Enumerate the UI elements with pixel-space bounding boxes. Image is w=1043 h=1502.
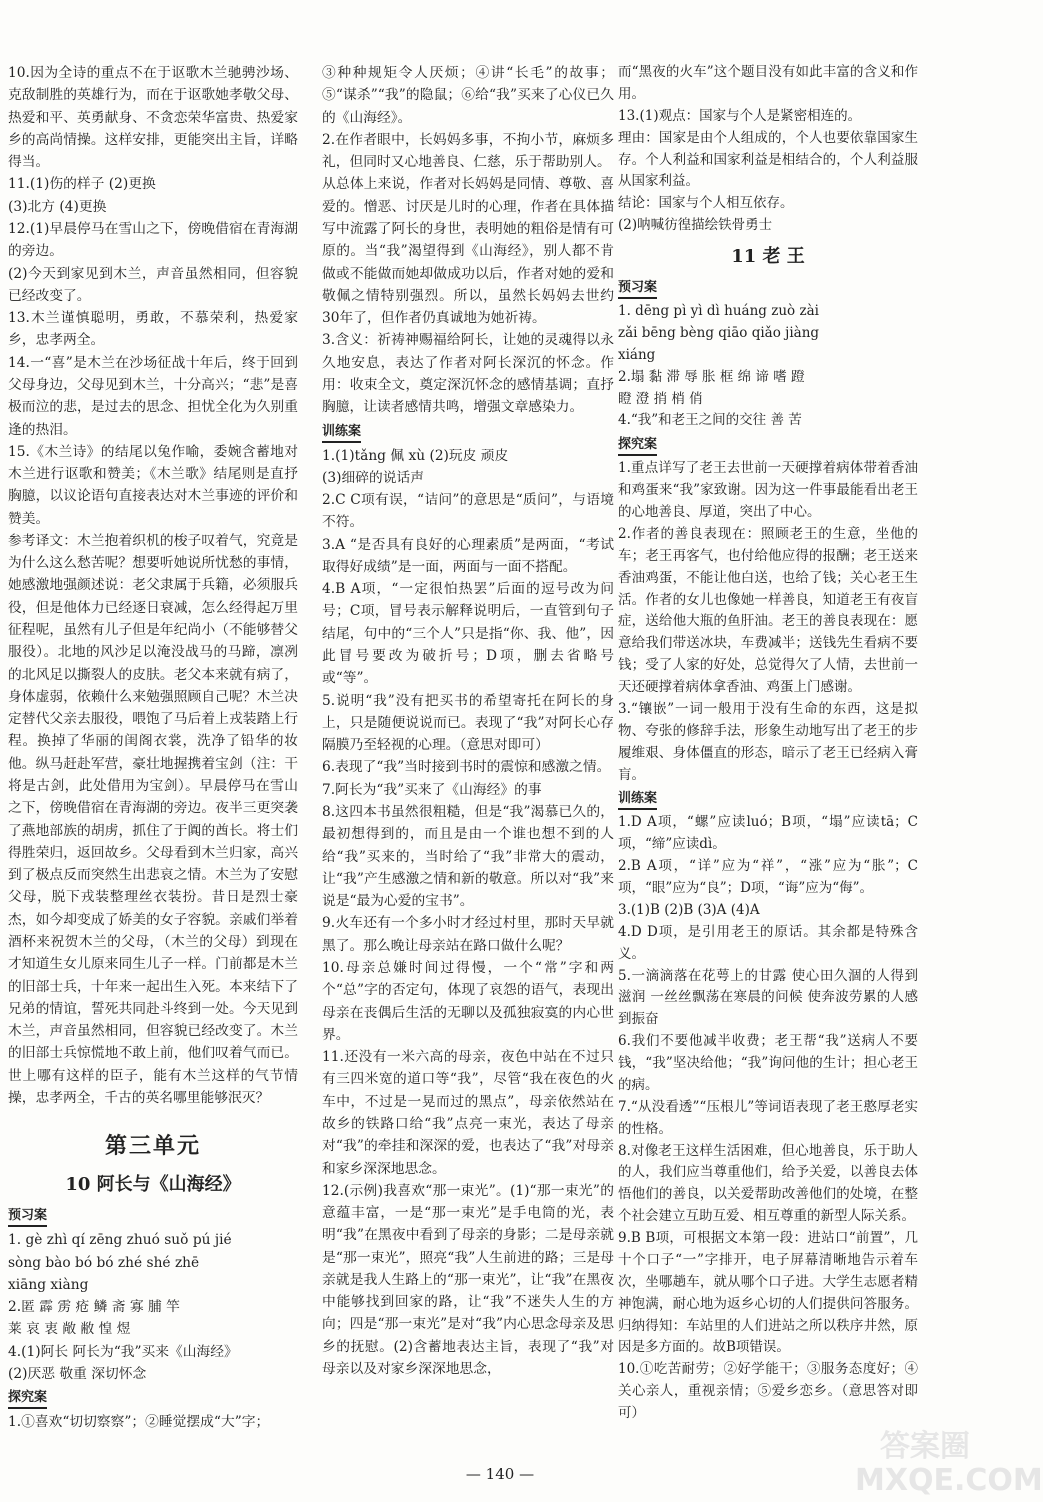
answer-item: 9.火车还有一个多小时才经过村里，那时天早就黑了。那么晚让母亲站在路口做什么呢？	[322, 915, 614, 954]
answer-item: 11.(1)伤的样子 (2)更换 (3)北方 (4)更换	[8, 176, 156, 215]
section-label-wrapper	[618, 432, 918, 458]
answer-item: 7.阿长为“我”买来了《山海经》的事	[322, 781, 542, 798]
column-right	[618, 62, 918, 1425]
answer-item: 4.“我”和老王之间的交往 善 苦	[618, 412, 802, 429]
answer-item: 10.母亲总嫌时间过得慢，一个“常”字和两个“总”字的否定句，体现了哀怨的语气，表现出母亲在丧偶后生活的无聊以及孤独寂寞的内心世界。	[322, 959, 614, 1043]
unit-title: 第三单元	[104, 1133, 201, 1160]
answer-item: 8.对像老王这样生活困难，但心地善良，乐于助人的人，我们应当尊重他们，给予关爱，以善良去体悟他们的善良，以关爱帮助改善他们的处境，在整个社会建立互助互爱、相互尊重的新型人际关系。	[618, 1142, 918, 1225]
answer-item: 5.说明“我”没有把买书的希望寄托在阿长的身上，只是随便说说而已。表现了“我”对阿长心存隔膜乃至轻视的心理。（意思对即可）	[322, 692, 614, 754]
answer-item: 从总体上来说，作者对长妈妈是同情、尊敬、喜爱的。憎恶、讨厌是儿时的心理，作者在具体描写中流露了阿长的身世，表明她的粗俗是情有可原的。当“我”渴望得到《山海经》，别人都不肯做或不能做而她却做成功以后，作者对她的爱和敬佩之情特别强烈。所以，虽然长妈妈去世约30年了，但作者仍真诚地为她祈祷。	[322, 176, 614, 327]
answer-item: 8.这四本书虽然很粗糙，但是“我”渴慕已久的，最初想得到的，而且是由一个谁也想不到的人给“我”买来的，当时给了“我”非常大的震动，让“我”产生感激之情和新的敬意。所以对“我”来说是“最为心爱的宝书”。	[322, 804, 614, 910]
answer-item: 10.①吃苦耐劳；②好学能干；③服务态度好；④关心亲人，重视亲情；⑤爱乡恋乡。（意思答对即可）	[618, 1361, 918, 1421]
answer-item: 4.B A项，“一定很怕热罢”后面的逗号改为问号；C项，冒号表示解释说明后，一直管到句子结尾，句中的“三个人”只是指“你、我、他”，因此冒号要改为破折号；D项，删去省略号或“等”。	[322, 581, 614, 687]
answer-item: 参考译文：木兰抱着织机的梭子叹着气，究竟是为什么这么愁苦呢？想要听她说所忧愁的事情，她感激地强颜述说：老父隶属于兵籍，必须服兵役，但是他体力已经逐日衰减，怎么经得起万里征程呢，虽然有儿子但是年纪尚小（不能够替父服役）。北地的风沙足以淹没战马的马蹄，凛冽的北风足以撕裂人的皮肤。老父本来就有病了，身体虚弱，依赖什么来勉强照顾自己呢？木兰决定替代父亲去服役，喂饱了马后着上戎装踏上行程。换掉了华丽的闺阁衣裳，洗净了铅华的妆他。纵马赶赴军营，豪壮地握携着宝剑（注：干将是古剑，此处借用为宝剑）。早晨停马在雪山之下，傍晚借宿在青海湖的旁边。夜半三更突袭了燕地部族的胡虏，抓住了于阗的酋长。将士们得胜荣归，返回故乡。父母看到木兰归家，高兴到了极点反而突然生出悲哀之情。木兰为了安慰父母，脱下戎装整理丝衣装扮。昔日是烈士豪杰，如今却变成了娇美的女子容貌。亲戚们举着酒杯来祝贺木兰的父母，（木兰的父母）到现在才知道生女儿原来同生儿子一样。门前都是木兰的旧部士兵，十年来一起出生入死。本来结下了兄弟的情谊，誓死共同赴斗终到一处。今天见到木兰，声音虽然相同，但容貌已经改变了。木兰的旧部士兵惊慌地不敢上前，他们叹着气而已。世上哪有这样的臣子，能有木兰这样的气节情操，忠孝两全，千古的英名哪里能够泯灭？	[8, 532, 298, 1106]
answer-item: 9.B B项，可根据文本第一段：进站口“前置”，几十个口子“一”字排开，电子屏幕清晰地告示着车次，坐哪趟车，就从哪个口子进。大学生志愿者精神饱满，耐心地为返乡心切的人们提供问答服务。归纳得知：车站里的人们进站之所以秩序井然，原因是多方面的。故B项错误。	[618, 1230, 918, 1356]
answer-item: 1.重点详写了老王去世前一天硬撑着病体带着香油和鸡蛋来“我”家致谢。因为这一件事最能看出老王的心地善良、厚道，突出了中心。	[618, 460, 918, 520]
page-number: — 140 —	[465, 1465, 535, 1483]
answer-item: 1. gè zhì qí zēng zhuó suǒ pú jié sòng bào bó bó zhé shé zhē xiāng xiàng	[8, 1232, 232, 1293]
answer-item: 3.含义：祈祷神赐福给阿长，让她的灵魂得以永久地安息，表达了作者对阿长深沉的怀念。作用：收束全文，奠定深沉怀念的感情基调；直抒胸臆，让读者感情共鸣，增强文章感染力。	[322, 332, 614, 416]
answer-item: 2.作者的善良表现在：照顾老王的生意，坐他的车；老王再客气，也付给他应得的报酬；老王送来香油鸡蛋，不能让他白送，也给了钱；关心老王生活。作者的女儿也像她一样善良，知道老王有夜盲症，送给他大瓶的鱼肝油。老王的善良表现在：愿意给我们带送冰块，车费减半；送钱先生看病不要钱；受了人家的好处，总觉得欠了人情，去世前一天还硬撑着病体拿香油、鸡蛋上门感谢。	[618, 525, 918, 695]
answer-item: 12.(1)早晨停马在雪山之下，傍晚借宿在青海湖的旁边。 (2)今天到家见到木兰，声音虽然相同，但容貌已经改变了。	[8, 220, 298, 304]
answer-item: 13.木兰谨慎聪明，勇敢，不慕荣利，热爱家乡，忠孝两全。	[8, 310, 298, 349]
lesson-title: 10 阿长与《山海经》	[65, 1174, 241, 1196]
section-label: 预习案	[618, 279, 657, 299]
section-label-wrapper	[618, 786, 918, 812]
answer-item: 7.“从没看透”“压根儿”等词语表现了老王憨厚老实的性格。	[618, 1098, 918, 1137]
section-label: 探究案	[618, 436, 657, 456]
answer-item: 11.还没有一米六高的母亲，夜色中站在不过只有三四米宽的道口等“我”，尽管“我在夜色的火车中，不过是一晃而过的黑点”，母亲依然站在故乡的铁路口给“我”点亮一束光，表达了母亲对“我”的牵挂和深深的爱，也表达了“我”对母亲和家乡深深地思念。	[322, 1049, 614, 1177]
answer-item: 1. dēng pì yì dì huáng zuò zài zǎi bēng bèng qiāo qiǎo jiàng xiáng	[618, 303, 820, 363]
answer-item: 10.因为全诗的重点不在于讴歌木兰驰骋沙场、克敌制胜的英雄行为，而在于讴歌她孝敬父母、热爱和平、英勇献身、不贪恋荣华富贵、热爱家乡的高尚情操。这样安排，更能突出主旨，详略得当。	[8, 65, 298, 171]
answer-item: 15.《木兰诗》的结尾以兔作喻，委婉含蓄地对木兰进行讴歌和赞美；《木兰歌》结尾则是直抒胸臆，以议论语句直接表达对木兰事迹的评价和赞美。	[8, 443, 298, 527]
answer-item: 1.①喜欢“切切察察”；②睡觉摆成“大”字；	[8, 1414, 270, 1431]
answer-item: 3.“镶嵌”一词一般用于没有生命的东西，这是拟物、夸张的修辞手法，形象生动地写出了老王的步履维艰、身体僵直的形态，暗示了老王已经病入膏肓。	[618, 700, 918, 783]
answer-item: 而“黑夜的火车”这个题目没有如此丰富的含义和作用。	[618, 64, 918, 102]
answer-item: 6.表现了“我”当时接到书时的震惊和感激之情。	[322, 759, 611, 776]
answer-item: 6.我们不要他减半收费；老王帮“我”送病人不要钱，“我”坚决给他；“我”询问他的生计；担心老王的病。	[618, 1033, 918, 1093]
answer-item: 5.一滴滴落在花萼上的甘露 使心田久涸的人得到滋润 一丝丝飘荡在寒晨的问候 使奔波劳累的人感到振奋	[618, 967, 918, 1028]
answer-item: 12.(示例)我喜欢“那一束光”。(1)“那一束光”的意蕴丰富，一是“那一束光”是手电筒的光，表明“我”在黑夜中看到了母亲的身影；二是母亲就是“那一束光”，照亮“我”人生前进的路；三是母亲就是我人生路上的“那一束光”，让“我”在黑夜中能够找到回家的路，让“我”不迷失人生的方向；四是“那一束光”是对“我”内心思念母亲及思乡的抚慰。(2)含蓄地表达主旨，表现了“我”对母亲以及对家乡深深地思念，	[322, 1182, 614, 1378]
section-label-wrapper	[8, 1385, 298, 1411]
section-label: 训练案	[618, 790, 657, 810]
column-left	[8, 62, 298, 1433]
answer-item: 2.B A项，“详”应为“祥”，“涨”应为“胀”；C项，“眼”应为“良”；D项，“诲”应为“侮”。	[618, 858, 918, 896]
answer-item: 4.D D项，是引用老王的原话。其余都是特殊含义。	[618, 923, 918, 962]
answer-item: 2.C C项有误，“诘问”的意思是“质问”，与语境不符。	[322, 492, 614, 531]
answer-item: 13.(1)观点：国家与个人是紧密相连的。 理由：国家是由个人组成的，个人也要依靠国家生存。个人利益和国家利益是相结合的，个人利益服从国家利益。 结论：国家与个人相互依存。 (2)呐喊彷徨描绘铁骨勇士	[618, 107, 918, 234]
answer-item: ③种种规矩令人厌烦；④讲“长毛”的故事；⑤“谋杀”“我”的隐鼠；⑥给“我”买来了心仪已久的《山海经》。	[322, 65, 614, 126]
answer-item: 2.塌 黏 滞 辱 胀 框 绵 谛 嗜 蹬 瞪 澄 捎 梢 俏	[618, 368, 805, 407]
answer-item: 1.(1)tǎng 佩 xù (2)玩皮 顽皮 (3)细碎的说话声	[322, 447, 509, 486]
answer-item: 14.一“喜”是木兰在沙场征战十年后，终于回到父母身边，父母见到木兰，十分高兴；“悲”是喜极而泣的悲，是过去的思念、担忧全化为久别重逢的热泪。	[8, 354, 298, 438]
answer-item: 2.匿 霹 雳 疮 鳞 斋 寡 脯 竿 莱 哀 衷 敞 敝 惶 煜	[8, 1299, 180, 1338]
section-label: 训练案	[322, 423, 361, 443]
section-label: 探究案	[8, 1389, 47, 1409]
section-label-wrapper	[8, 1203, 298, 1229]
column-middle	[322, 62, 614, 1380]
section-label-wrapper	[618, 275, 918, 301]
lesson-title: 11 老 王	[731, 246, 805, 267]
answer-item: 2.在作者眼中，长妈妈多事，不拘小节，麻烦多礼，但同时又心地善良、仁慈，乐于帮助别人。	[322, 131, 614, 171]
section-label-wrapper	[322, 419, 614, 445]
answer-item: 4.(1)阿长 阿长为“我”买来《山海经》 (2)厌恶 敬重 深切怀念	[8, 1343, 238, 1382]
answer-item: 3.(1)B (2)B (3)A (4)A	[618, 901, 760, 918]
answer-item: 1.D A项，“螺”应读luó；B项，“塌”应读tā；C项，“缔”应读dì。	[618, 814, 918, 853]
watermark-logo: 答案圈 MXQE.COM	[855, 1429, 1043, 1498]
section-label: 预习案	[8, 1207, 47, 1227]
answer-item: 3.A “是否具有良好的心理素质”是两面，“考试取得好成绩”是一面，两面与一面不搭配。	[322, 536, 614, 575]
